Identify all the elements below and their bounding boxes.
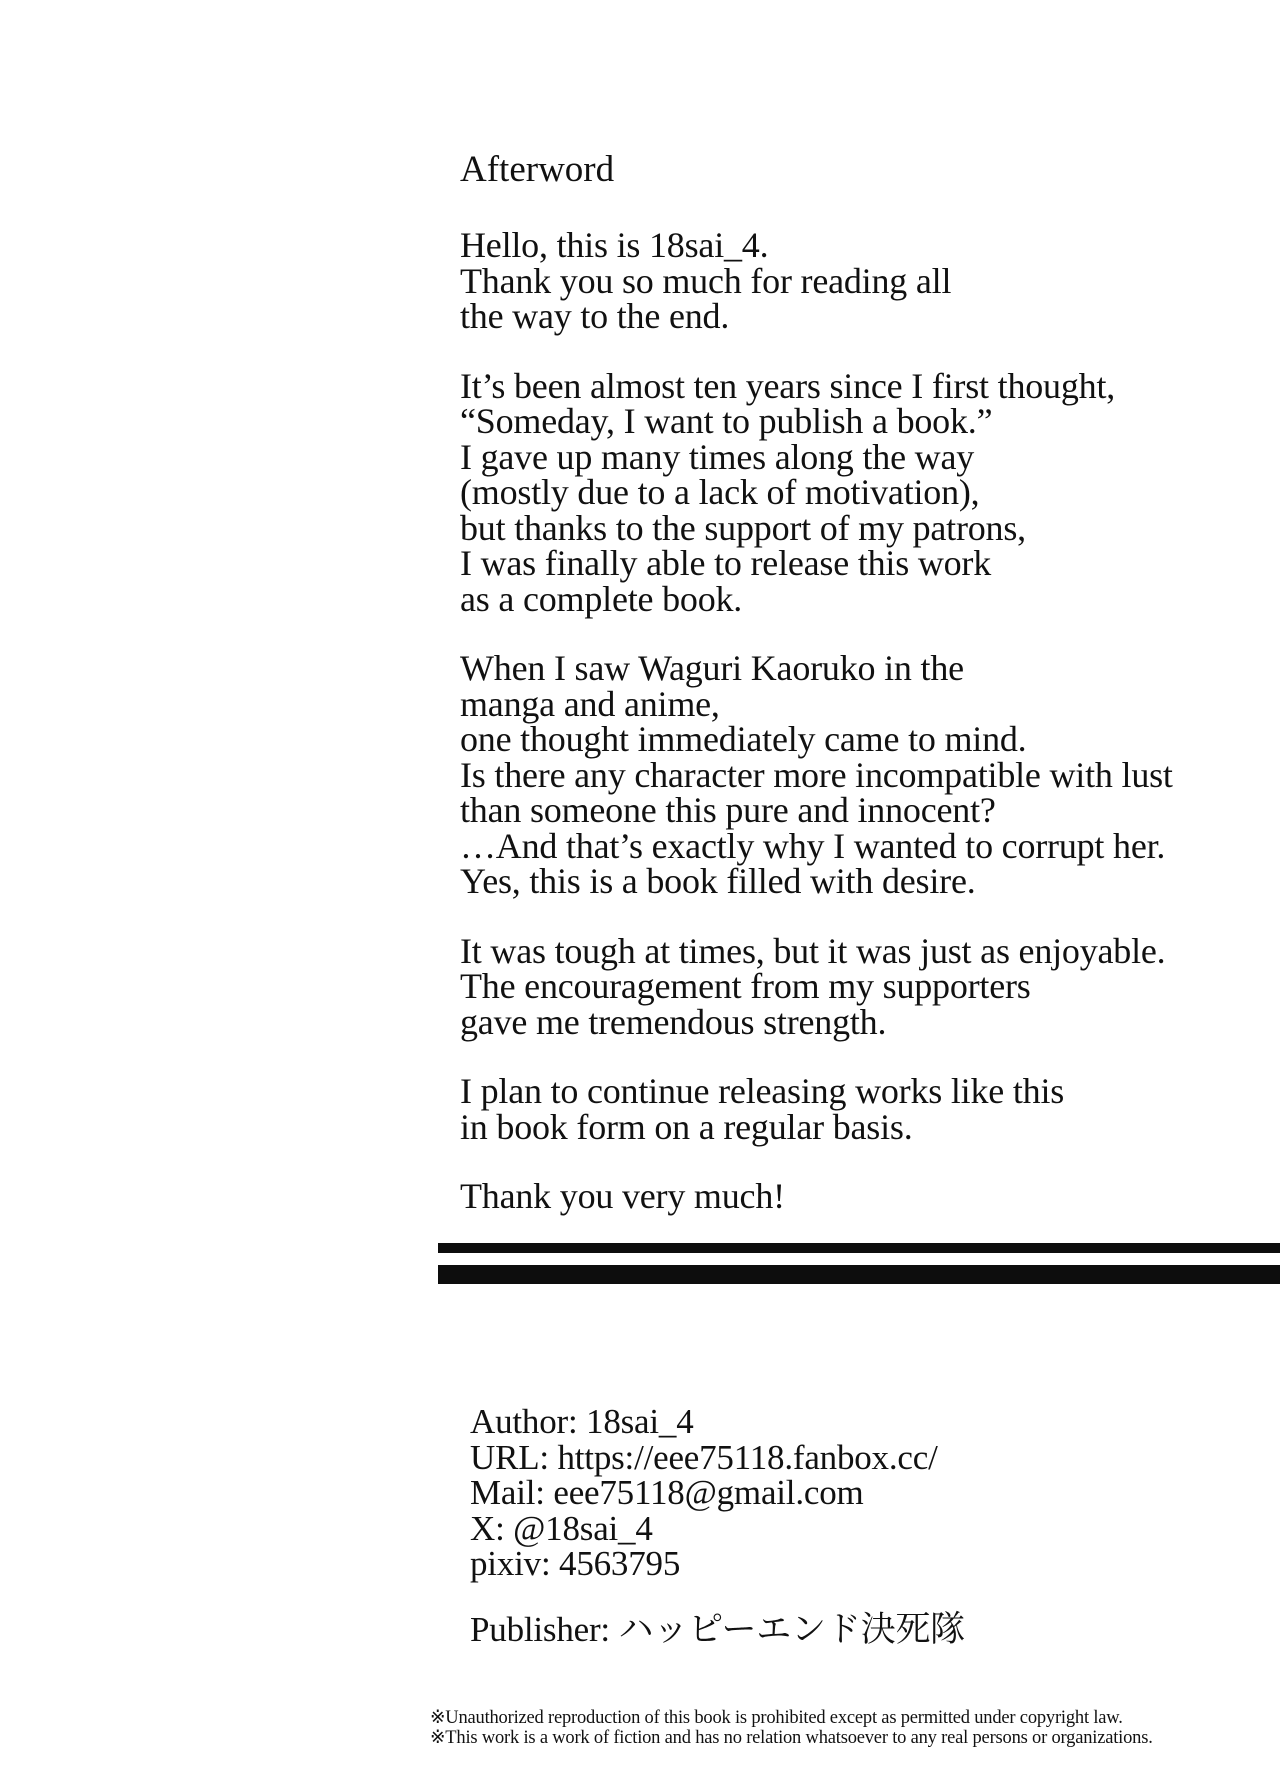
text-line: I gave up many times along the way [460, 436, 975, 477]
text-line: Thank you very much! [460, 1176, 785, 1216]
text-line: in book form on a regular basis. [460, 1106, 913, 1147]
pixiv-line: pixiv: 4563795 [470, 1544, 681, 1583]
text-line: When I saw Waguri Kaoruko in the [460, 648, 964, 688]
text-line: (mostly due to a lack of motivation), [460, 472, 980, 512]
url-line: URL: https://eee75118.fanbox.cc/ [470, 1437, 938, 1477]
divider-thick [438, 1265, 1280, 1284]
text-line: Hello, this is 18sai_4. [460, 225, 769, 265]
text-line: than someone this pure and innocent? [460, 790, 996, 830]
paragraph [460, 930, 1260, 1042]
text-line: It’s been almost ten years since I first thought, [460, 365, 1116, 406]
text-line: …And that’s exactly why I wanted to corrupt her. [460, 825, 1166, 866]
mail-line: Mail: eee75118@gmail.com [470, 1473, 864, 1512]
paragraph [460, 365, 1260, 619]
author-line: Author: 18sai_4 [470, 1402, 694, 1441]
text-line: but thanks to the support of my patrons, [460, 507, 1026, 548]
text-line: one thought immediately came to mind. [460, 719, 1027, 759]
fiction-disclaimer: ※This work is a work of fiction and has no relation whatsoever to any real persons or organizations. [430, 1728, 1153, 1748]
paragraph [460, 1071, 1260, 1147]
publisher-line: Publisher: ハッピーエンド決死隊 [470, 1609, 966, 1649]
text-line: The encouragement from my supporters [460, 966, 1031, 1006]
text-line: Is there any character more incompatible with lust [460, 754, 1173, 795]
text-line: manga and anime, [460, 683, 720, 724]
paragraph [460, 648, 1260, 901]
legal-notices [430, 1708, 1280, 1748]
text-line: Thank you so much for reading all [460, 260, 952, 301]
colophon [470, 1404, 1260, 1647]
afterword-section [460, 150, 1260, 1249]
text-line: I was finally able to release this work [460, 543, 992, 583]
x-handle-line: X: @18sai_4 [470, 1508, 653, 1548]
text-line: gave me tremendous strength. [460, 1001, 887, 1042]
text-line: It was tough at times, but it was just as enjoyable. [460, 930, 1166, 971]
text-line: Yes, this is a book filled with desire. [460, 861, 976, 901]
paragraph [460, 225, 1260, 336]
paragraph [460, 1176, 1260, 1216]
copyright-notice: ※Unauthorized reproduction of this book is prohibited except as permitted under copyright law. [430, 1708, 1123, 1728]
afterword-title: Afterword [460, 149, 615, 190]
divider-thin [438, 1243, 1280, 1253]
text-line: the way to the end. [460, 296, 730, 336]
text-line: as a complete book. [460, 578, 743, 619]
text-line: I plan to continue releasing works like this [460, 1071, 1065, 1111]
text-line: “Someday, I want to publish a book.” [460, 401, 993, 441]
